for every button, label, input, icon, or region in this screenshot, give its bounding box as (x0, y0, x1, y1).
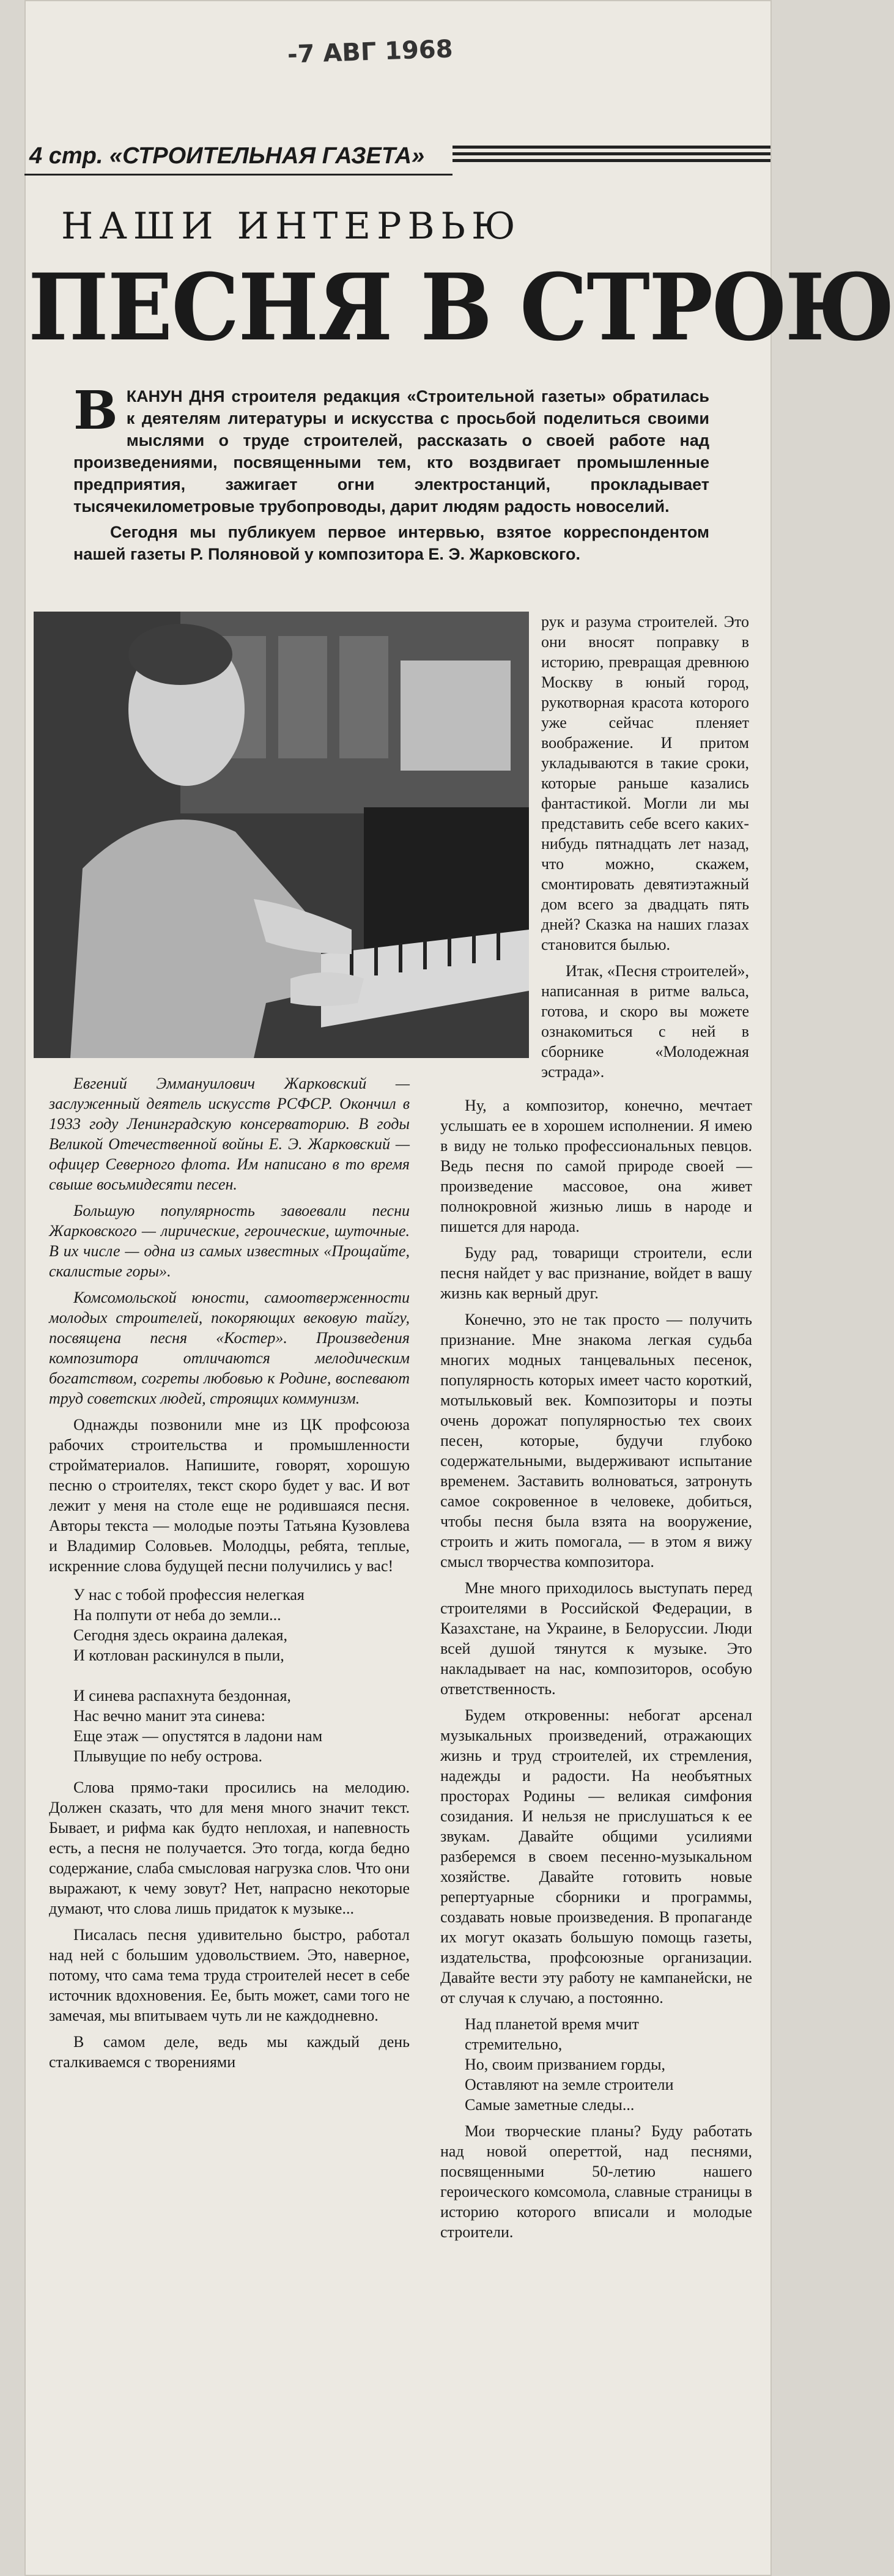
lead-text-1: КАНУН ДНЯ строителя редакция «Строительной газеты» обратилась к деятелям литературы и искусства с просьбой поделиться своими мыслями о труде строителей, рассказать о своей работе над произведениями, посвященными тем, кто воздвигает промышленные предприятия, зажигает огни электростанций, прокладывает тысячекилометровые трубопроводы, дарит людям радость новоселий. (73, 387, 709, 516)
lead-text-2: Сегодня мы публикуем первое интервью, взятое корреспондентом нашей газеты Р. Поляновой у композитора Е. Э. Жарковского. (73, 523, 709, 563)
caption-paragraph-2: Большую популярность завоевали песни Жарковского — лирические, героические, шуточные. В их числе — одна из самых известных «Прощайте, скалистые горы». (49, 1202, 410, 1280)
rubric: НАШИ ИНТЕРВЬЮ (61, 205, 522, 248)
right-body-paragraph-4: Мне много приходилось выступать перед строителями в Российской Федерации, в Казахстане, на Украине, в Белоруссии. Люди всей душой тянутся к музыке. Это накладывает на нас, композиторов, особую ответственность. (440, 1579, 752, 1698)
left-column (49, 1073, 410, 2078)
right-body-paragraph-5: Будем откровенны: небогат арсенал музыкальных произведений, отражающих жизнь и труд строителей, их стремления, надежды и радости. На необъятных просторах Родины — великая симфония созидания. И нельзя не прислушаться к ее звукам. Давайте общими усилиями разберемся в своем песенно-музыкальном хозяйстве. Давайте готовить новые репертуарные сборники и программы, создавать новые произведения. В пропаганде их могут оказать большую помощь газеты, издательства, профсоюзные организации. Давайте вести эту работу не кампанейски, не от случая к случаю, а постоянно. (440, 1706, 752, 2007)
body-paragraph-1: Однажды позвонили мне из ЦК профсоюза рабочих строительства и промышленности стройматериалов. Напишите, говорят, хорошую песню о строителях, текст скоро будет у вас. И вот лежит у меня на столе еще не родившаяся песня. Авторы текста — молодые поэты Татьяна Кузовлева и Владимир Соловьев. Молодцы, ребята, теплые, искренние слова будущей песни получились у вас! (49, 1416, 410, 1575)
composer-photo (34, 612, 529, 1058)
page-header (24, 141, 772, 177)
date-stamp: -7 АВГ 1968 (287, 35, 454, 69)
right-body-paragraph-2: Буду рад, товарищи строители, если песня найдет у вас признание, войдет в вашу жизнь как верный друг. (440, 1244, 752, 1302)
right-paragraph-1: рук и разума строителей. Это они вносят поправку в историю, превращая древнюю Москву в юный город, рукотворная красота которого уже сейчас пленяет воображение. И притом укладываются в такие сроки, которые раньше казались фантастикой. Могли ли мы представить себе всего каких-нибудь пятнадцать лет назад, что можно, скажем, смонтировать девятиэтажный дом всего за двадцать пять дней? Сказка на наших глазах становится былью. (541, 613, 749, 953)
header-underline (24, 174, 453, 176)
song-verse: У нас с тобой профессия нелегкая На полпути от неба до земли... Сегодня здесь окраина далекая, И котлован раскинулся в пыли, И синева распахнута бездонная, Нас вечно манит эта синева: Еще этаж — опустятся в ладони нам Плывущие по небу острова. (73, 1586, 323, 1765)
photo-caption (49, 1073, 410, 1408)
right-column-top (541, 612, 749, 1088)
caption-paragraph-1: Евгений Эммануилович Жарковский — заслуженный деятель искусств РСФСР. Окончил в 1933 году Ленинградскую консерваторию. В годы Великой Отечественной войны Е. Э. Жарковский — офицер Северного флота. Им написано в то время свыше восьмидесяти песен. (49, 1075, 410, 1193)
caption-paragraph-3: Комсомольской юности, самоотверженности молодых строителей, покоряющих вековую тайгу, посвящена песня «Костер». Произведения композитора отличаются мелодическим богатством, согреты любовью к Родине, воспевают труд советских людей, строящих коммунизм. (49, 1289, 410, 1407)
right-body-paragraph-6: Мои творческие планы? Буду работать над новой опереттой, над песнями, посвященными 50-летию нашего героического комсомола, славные страницы в историю которого вписали и молодые строители. (440, 2122, 752, 2241)
headline: ПЕСНЯ В СТРОЮ (28, 254, 894, 361)
body-paragraph-4: В самом деле, ведь мы каждый день сталкиваемся с творениями (49, 2033, 410, 2071)
song-verse-2: Над планетой время мчит стремительно, Но, своим призванием горды, Оставляют на земле строители Самые заметные следы... (465, 2015, 674, 2114)
right-body-paragraph-1: Ну, а композитор, конечно, мечтает услышать ее в хорошем исполнении. Я имею в виду не только профессиональных певцов. Ведь песня по самой природе своей — произведение массовое, она живет полнокровной жизнью лишь в народе и пишется для народа. (440, 1097, 752, 1235)
dropcap: В (73, 380, 118, 442)
lead-paragraph (73, 380, 709, 569)
body-paragraph-3: Писалась песня удивительно быстро, работал над ней с большим удовольствием. Это, наверное, потому, что сама тема труда строителей несет в себе источник вдохновения. Ее, быть может, сами того не замечая, мы впитываем чуть ли не каждодневно. (49, 1926, 410, 2024)
header-rule-lines (453, 146, 770, 172)
body-paragraph-2: Слова прямо-таки просились на мелодию. Должен сказать, что для меня много значит текст. Бывает, и рифма как будто неплохая, и напевность есть, а песня не получается. Это тогда, когда бедно содержание, слаба смысловая нагрузка слов. Что они выражают, к чему зовут? Нет, напрасно некоторые думают, что слова лишь придаток к музыке... (49, 1778, 410, 1917)
right-paragraph-2: Итак, «Песня строителей», написанная в ритме вальса, готова, и скоро вы можете ознакомиться с ней в сборнике «Молодежная эстрада». (541, 962, 749, 1081)
page-info: 4 стр. «СТРОИТЕЛЬНАЯ ГАЗЕТА» (29, 143, 425, 169)
newspaper-clipping (24, 0, 894, 2576)
right-body-paragraph-3: Конечно, это не так просто — получить признание. Мне знакома легкая судьба многих модных танцевальных песенок, популярность которых имеет часто короткий, мотыльковый век. Композиторы и поэты очень дорожат популярностью тех своих песен, которые, будучи глубоко содержательными, выдерживают испытание временем. Заставить волноваться, затронуть самое сокровенное в человеке, добиться, чтобы песня была взята на вооружение, строить и жить помогала, — в этом я вижу смысл творчества композитора. (440, 1311, 752, 1571)
right-column-body (440, 1095, 752, 2248)
